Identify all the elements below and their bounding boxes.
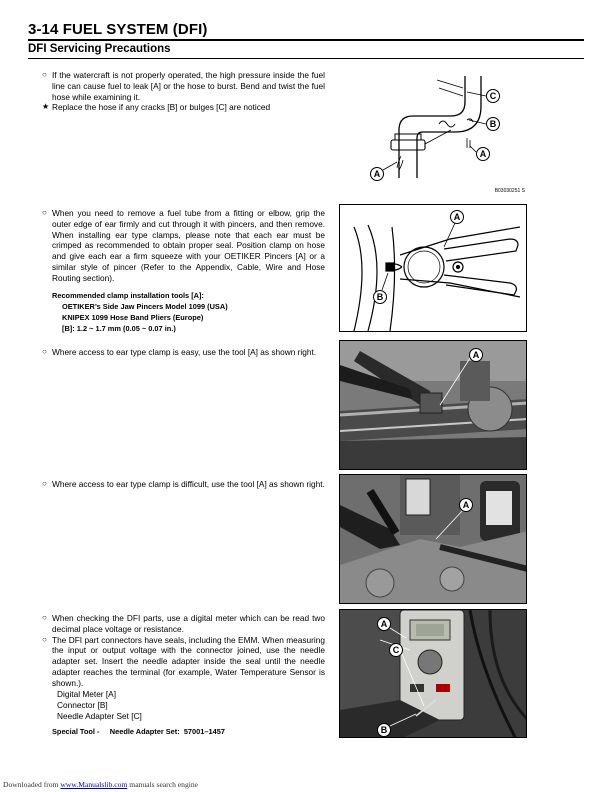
list-item <box>42 208 325 284</box>
label-c: C <box>489 91 497 101</box>
difficult-access-image <box>340 475 527 604</box>
list-item <box>42 70 325 102</box>
instruction-text: If the watercraft is not properly operated, the high pressure inside the fuel line can cause fuel to leak [A] or the hose to burst. Bend and twist the fuel hose while examining it. <box>52 70 325 102</box>
label-a: A <box>453 212 461 222</box>
instruction-text: When checking the DFI parts, use a digital meter which can be read two decimal place voltage or resistance. <box>52 613 325 634</box>
part-item: Needle Adapter Set [C] <box>57 711 142 721</box>
instruction-text: Where access to ear type clamp is easy, use the tool [A] as shown right. <box>52 347 317 357</box>
recommended-tools <box>52 290 325 334</box>
part-item: Connector [B] <box>57 700 108 710</box>
list-item <box>42 479 325 490</box>
page-title: 3-14 FUEL SYSTEM (DFI) <box>28 21 208 38</box>
easy-access-image <box>340 341 527 470</box>
footer-suffix: manuals search engine <box>129 780 199 789</box>
digital-meter-image <box>340 610 527 738</box>
section-1-text <box>42 70 325 113</box>
list-item <box>42 613 325 635</box>
instruction-text: The DFI part connectors have seals, including the EMM. When measuring the input or output voltage with the connector joined, use the needle adapter set. Insert the needle adapter inside the seal until the needle adapter reaches the terminal (for example, Water Temperature Sensor is shown.). <box>52 634 325 688</box>
list-item <box>42 102 325 113</box>
section-4-text <box>42 479 325 490</box>
label-b: B <box>489 119 497 129</box>
label-a: A <box>462 500 470 510</box>
tool-line: [B]: 1.2 ~ 1.7 mm (0.05 ~ 0.07 in.) <box>62 324 176 333</box>
instruction-text: Where access to ear type clamp is difficult, use the tool [A] as shown right. <box>52 479 325 489</box>
label-b: B <box>376 292 384 302</box>
part-item: Digital Meter [A] <box>57 689 117 699</box>
title-divider <box>28 39 584 41</box>
easy-access-photo <box>339 340 527 470</box>
fuel-hose-diagram <box>339 68 527 196</box>
tool-line: KNIPEX 1099 Hose Band Pliers (Europe) <box>62 313 204 322</box>
section-3-text <box>42 347 325 358</box>
instruction-text: Replace the hose if any cracks [B] or bulges [C] are noticed <box>52 102 271 113</box>
list-item <box>42 347 325 358</box>
tool-line: OETIKER’s Side Jaw Pincers Model 1099 (USA) <box>62 302 228 311</box>
figure-code: B03030251 S <box>494 188 525 194</box>
fuel-hose-illustration <box>339 68 527 196</box>
bullet-circle-icon: ○ <box>42 613 47 622</box>
section-divider <box>28 58 584 59</box>
manualslib-link[interactable]: www.Manualslib.com <box>60 780 128 789</box>
label-a: A <box>472 350 480 360</box>
footer-prefix: Downloaded from <box>3 780 59 789</box>
bullet-circle-icon: ○ <box>42 347 47 356</box>
parts-list <box>57 689 257 722</box>
label-b: B <box>380 725 388 735</box>
list-item <box>42 635 325 689</box>
download-footer <box>3 780 198 789</box>
instruction-text: When you need to remove a fuel tube from a fitting or elbow, grip the outer edge of ear firmly and cut through it with pincers, and then remove. When installing ear type clamps, please note that each ear must be crimped as recommended to obtain proper seal. Position clamp on hose and give each ear a firm squeeze with your OETIKER Pincers [A] or a similar style of pincer (Refer to the Appendix, Cable, Wire and Hose Routing section). <box>52 208 325 283</box>
section-2-text <box>42 208 325 284</box>
bullet-circle-icon: ○ <box>42 634 47 644</box>
tools-heading: Recommended clamp installation tools [A]: <box>52 291 204 300</box>
label-a: A <box>373 169 381 179</box>
section-title: DFI Servicing Precautions <box>28 43 171 55</box>
bullet-circle-icon: ○ <box>42 70 47 79</box>
pincer-diagram <box>339 204 527 332</box>
label-c: C <box>392 645 400 655</box>
difficult-access-photo <box>339 474 527 604</box>
pincer-illustration <box>340 205 527 332</box>
label-a: A <box>380 619 388 629</box>
label-a-right: A <box>479 149 487 159</box>
special-tool: Special Tool - Needle Adapter Set: 57001–1457 <box>52 727 225 736</box>
bullet-circle-icon: ○ <box>42 479 47 488</box>
digital-meter-photo <box>339 609 527 738</box>
bullet-star-icon: ★ <box>42 102 50 112</box>
section-5-text <box>42 613 325 689</box>
bullet-circle-icon: ○ <box>42 208 47 217</box>
